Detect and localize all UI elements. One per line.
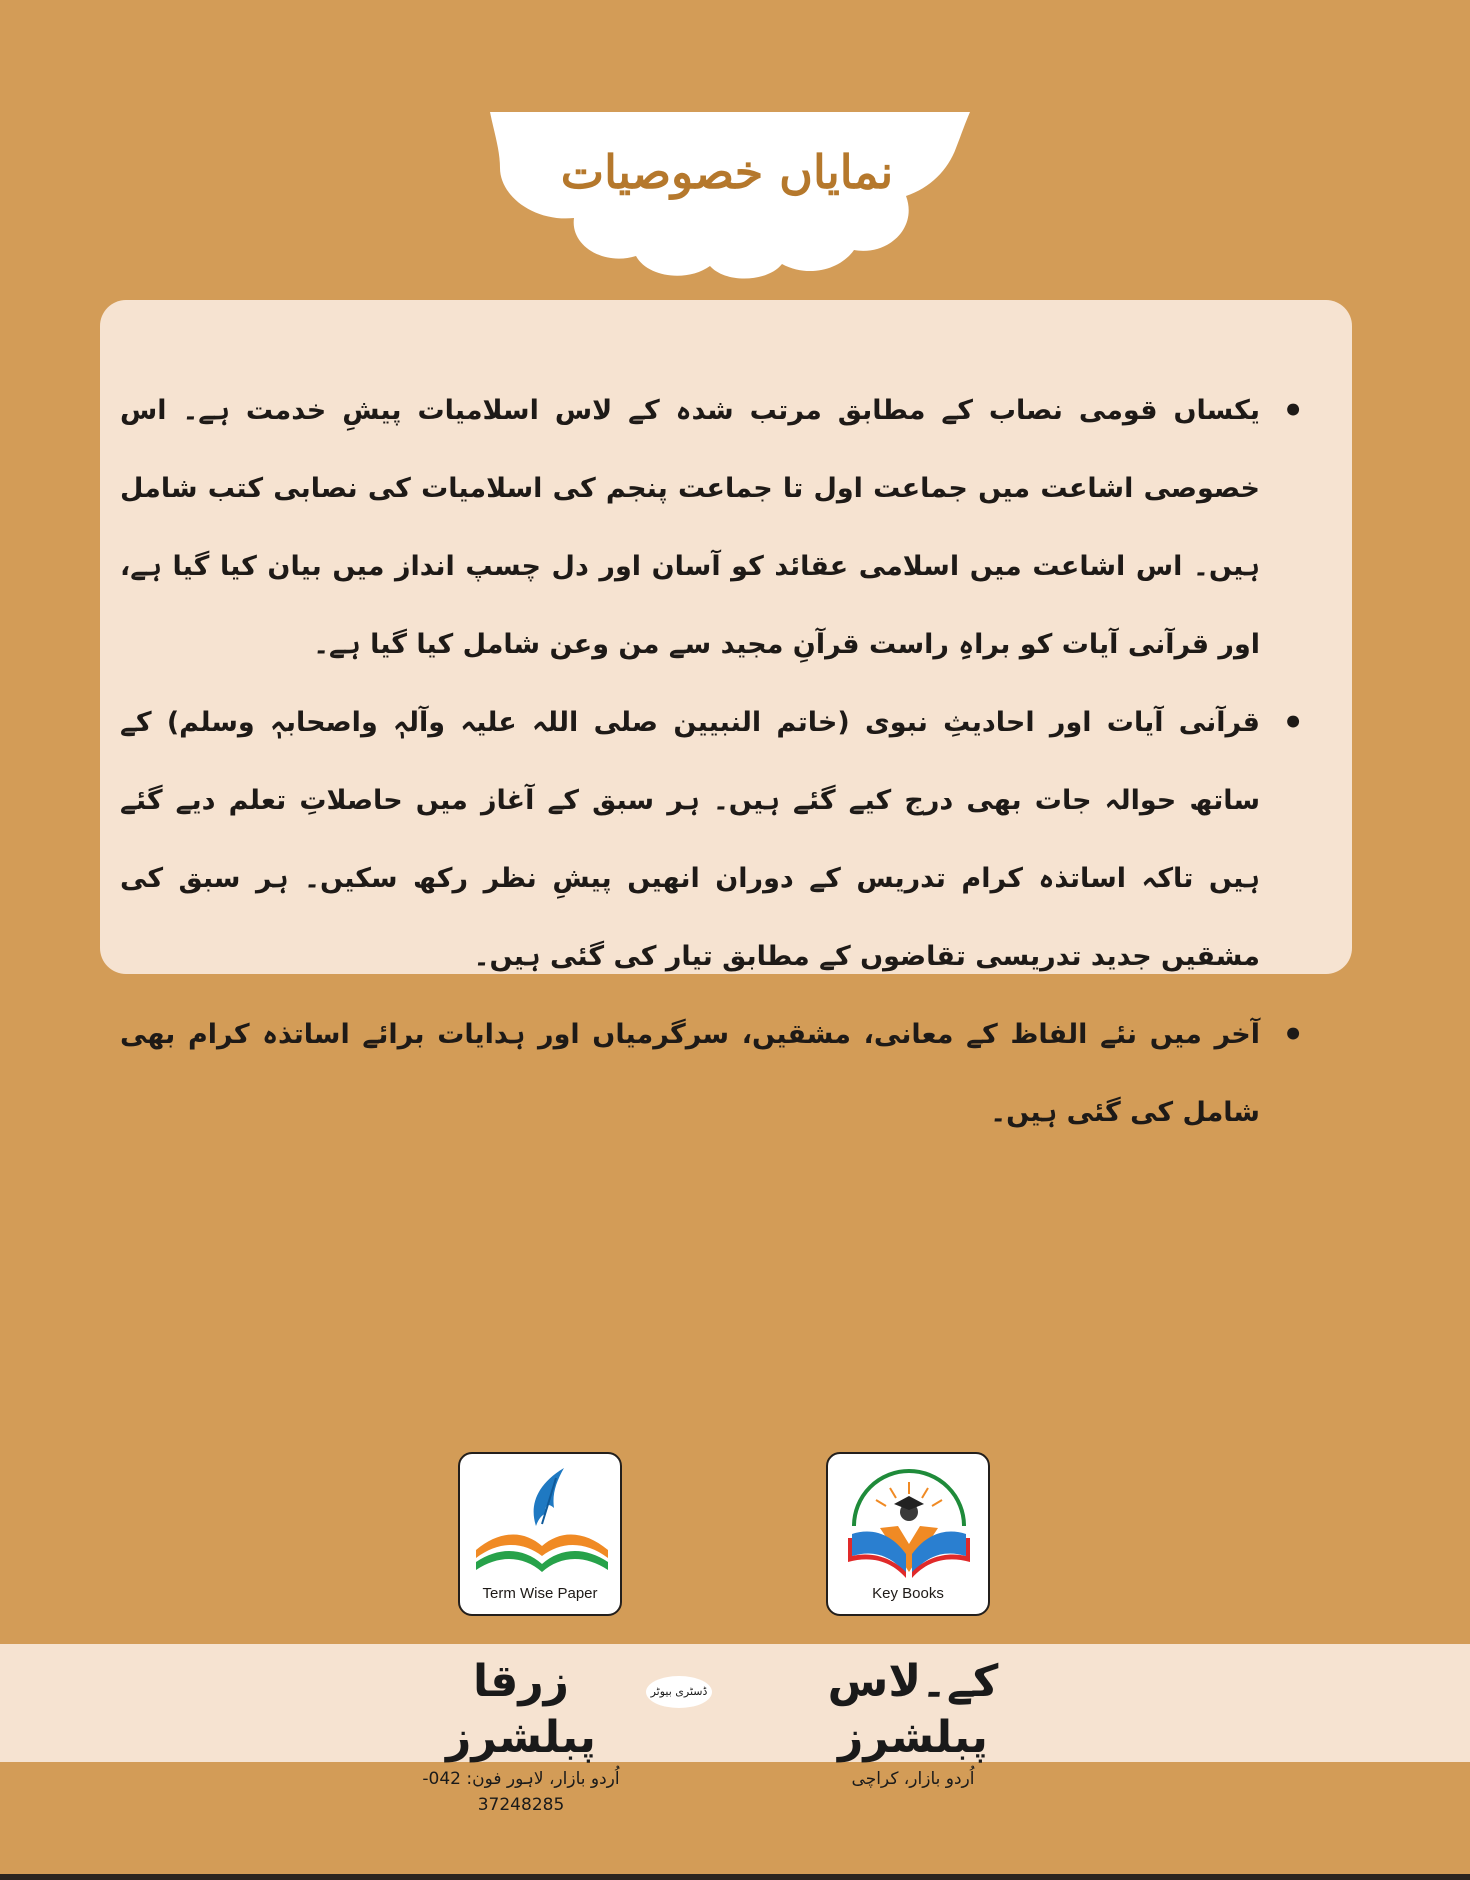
list-item: • قرآنی آیات اور احادیثِ نبوی (خاتم النبیین صلی اللہ علیہ وآلہٖ واصحابہٖ وسلم) کے ساتھ حوالہ جات بھی درج کیے گئے ہیں۔ ہر سبق کے آغاز میں حاصلاتِ تعلم دیے گئے ہیں تاکہ اساتذہ کرام تدریس کے دوران انھیں پیشِ نظر رکھ سکیں۔ ہر سبق کی مشقیں جدید تدریسی تقاضوں کے مطابق تیار کی گئی ہیں۔	[120, 684, 1332, 996]
features-list	[120, 372, 1332, 1152]
term-wise-paper-logo	[458, 1452, 622, 1616]
publisher-name: کے۔لاس پبلشرز	[827, 1656, 999, 1763]
distributor-badge: ڈسٹری بیوٹر	[646, 1676, 712, 1708]
bottom-border	[0, 1874, 1470, 1880]
publisher-right	[768, 1654, 1058, 1792]
book-quill-icon	[472, 1464, 610, 1574]
features-panel	[100, 300, 1352, 1128]
publisher-address: اُردو بازار، کراچی	[851, 1769, 975, 1789]
publisher-left	[396, 1654, 646, 1818]
list-item: • یکساں قومی نصاب کے مطابق مرتب شدہ کے لاس اسلامیات پیشِ خدمت ہے۔ اس خصوصی اشاعت میں جماعت اول تا جماعت پنجم کی اسلامیات کی نصابی کتب شامل ہیں۔ اس اشاعت میں اسلامی عقائد کو آسان اور دل چسپ انداز میں بیان کیا گیا ہے، اور قرآنی آیات کو براہِ راست قرآنِ مجید سے من وعن شامل کیا گیا ہے۔	[120, 372, 1332, 684]
page-title: نمایاں خصوصیات	[560, 145, 894, 199]
list-item: • آخر میں نئے الفاظ کے معانی، مشقیں، سرگرمیاں اور ہدایات برائے اساتذہ کرام بھی شامل کی گئی ہیں۔	[120, 996, 1332, 1152]
publisher-name: زرقا پبلشرز	[446, 1656, 596, 1763]
heading-cloud	[478, 110, 976, 280]
footer-band	[0, 1644, 1470, 1762]
key-books-logo	[826, 1452, 990, 1616]
logo-label: Term Wise Paper	[482, 1585, 598, 1602]
open-book-graduate-icon	[840, 1464, 978, 1582]
logo-label: Key Books	[872, 1585, 944, 1602]
publisher-address: اُردو بازار، لاہور فون: 042-37248285	[422, 1769, 620, 1815]
